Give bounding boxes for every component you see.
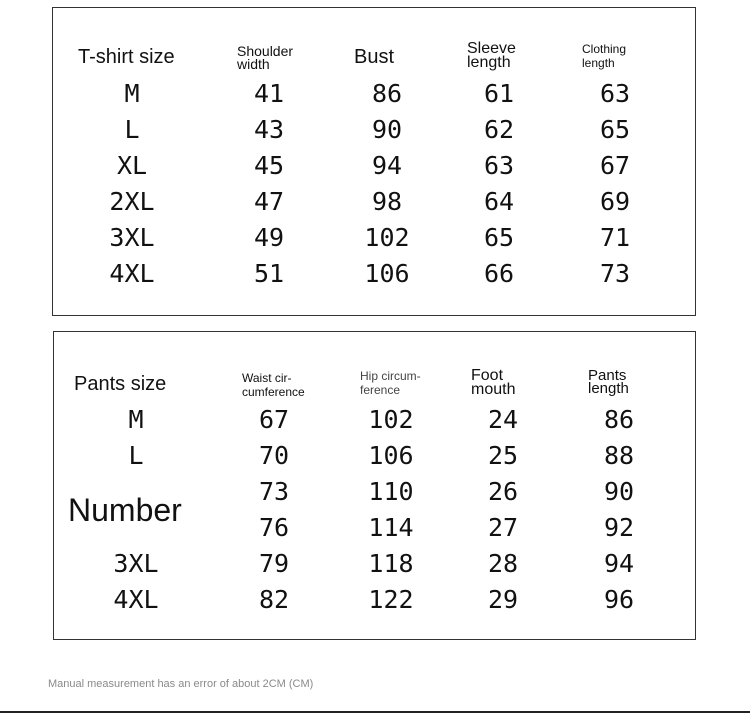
tshirt-size-cell: M xyxy=(124,79,140,108)
pants-foot-cell: 29 xyxy=(487,585,519,614)
tshirt-bust-cell: 98 xyxy=(371,187,403,216)
pants-foot-cell: 25 xyxy=(487,441,519,470)
sleeve-length-header xyxy=(467,42,516,70)
pants-hip-cell: 110 xyxy=(368,477,414,506)
pants-row xyxy=(54,438,695,474)
pants-hip-cell: 106 xyxy=(368,441,414,470)
tshirt-length-cell: 63 xyxy=(599,79,631,108)
tshirt-bust-cell: 86 xyxy=(371,79,403,108)
tshirt-row xyxy=(53,112,695,148)
tshirt-sleeve-cell: 63 xyxy=(483,151,515,180)
measurement-footnote: Manual measurement has an error of about 2CM (CM) xyxy=(48,678,314,690)
tshirt-row xyxy=(53,220,695,256)
pants-waist-cell: 70 xyxy=(258,441,290,470)
pants-size-cell: L xyxy=(128,441,144,470)
pants-foot-cell: 26 xyxy=(487,477,519,506)
tshirt-row xyxy=(53,184,695,220)
tshirt-size-cell: 4XL xyxy=(109,259,155,288)
tshirt-size-cell: XL xyxy=(116,151,148,180)
tshirt-length-cell: 65 xyxy=(599,115,631,144)
waist-header-line1: Waist cir- xyxy=(242,371,292,385)
tshirt-shoulder-cell: 49 xyxy=(253,223,285,252)
shoulder-width-header xyxy=(237,45,293,71)
tshirt-sleeve-cell: 62 xyxy=(483,115,515,144)
pants-foot-cell: 24 xyxy=(487,405,519,434)
clothing-header-line1: Clothing xyxy=(582,42,627,56)
pants-header-line2: length xyxy=(588,380,629,397)
tshirt-shoulder-cell: 51 xyxy=(253,259,285,288)
tshirt-length-cell: 69 xyxy=(599,187,631,216)
hip-header xyxy=(360,369,421,397)
sleeve-header-line2: length xyxy=(467,54,511,71)
tshirt-bust-cell: 106 xyxy=(364,259,410,288)
tshirt-sleeve-cell: 66 xyxy=(483,259,515,288)
number-overlay-label: Number xyxy=(64,490,186,531)
tshirt-shoulder-cell: 41 xyxy=(253,79,285,108)
tshirt-size-table xyxy=(52,7,696,316)
pants-length-cell: 94 xyxy=(603,549,635,578)
pants-hip-cell: 122 xyxy=(368,585,414,614)
hip-header-line2: ference xyxy=(360,383,401,397)
pants-size-cell: 3XL xyxy=(113,549,159,578)
pants-foot-cell: 27 xyxy=(487,513,519,542)
pants-row xyxy=(54,402,695,438)
shoulder-header-line1: Shoulder xyxy=(237,43,294,59)
tshirt-bust-cell: 102 xyxy=(364,223,410,252)
tshirt-sleeve-cell: 65 xyxy=(483,223,515,252)
pants-header-line1: Pants xyxy=(588,367,627,384)
tshirt-size-cell: 2XL xyxy=(109,187,155,216)
pants-size-header: Pants size xyxy=(74,373,167,395)
pants-foot-cell: 28 xyxy=(487,549,519,578)
tshirt-row xyxy=(53,76,695,112)
tshirt-bust-cell: 94 xyxy=(371,151,403,180)
tshirt-row xyxy=(53,256,695,292)
tshirt-bust-cell: 90 xyxy=(371,115,403,144)
foot-header-line2: mouth xyxy=(471,381,516,398)
waist-header xyxy=(242,371,305,399)
pants-size-cell: 4XL xyxy=(113,585,159,614)
waist-header-line2: cumference xyxy=(242,385,305,399)
pants-length-cell: 86 xyxy=(603,405,635,434)
pants-hip-cell: 118 xyxy=(368,549,414,578)
tshirt-shoulder-cell: 45 xyxy=(253,151,285,180)
tshirt-sleeve-cell: 61 xyxy=(483,79,515,108)
pants-length-cell: 96 xyxy=(603,585,635,614)
pants-length-cell: 92 xyxy=(603,513,635,542)
tshirt-row xyxy=(53,148,695,184)
tshirt-shoulder-cell: 47 xyxy=(253,187,285,216)
shoulder-header-line2: width xyxy=(237,56,270,72)
tshirt-shoulder-cell: 43 xyxy=(253,115,285,144)
pants-hip-cell: 114 xyxy=(368,513,414,542)
pants-row xyxy=(54,546,695,582)
tshirt-size-cell: 3XL xyxy=(109,223,155,252)
hip-header-line1: Hip circum- xyxy=(360,369,421,383)
pants-waist-cell: 79 xyxy=(258,549,290,578)
tshirt-length-cell: 71 xyxy=(599,223,631,252)
tshirt-size-header: T-shirt size xyxy=(78,46,175,68)
tshirt-size-cell: L xyxy=(124,115,140,144)
pants-waist-cell: 73 xyxy=(258,477,290,506)
pants-waist-cell: 67 xyxy=(258,405,290,434)
pants-length-cell: 90 xyxy=(603,477,635,506)
pants-hip-cell: 102 xyxy=(368,405,414,434)
sleeve-header-line1: Sleeve xyxy=(467,40,516,57)
pants-waist-cell: 82 xyxy=(258,585,290,614)
tshirt-sleeve-cell: 64 xyxy=(483,187,515,216)
tshirt-length-cell: 73 xyxy=(599,259,631,288)
pants-row xyxy=(54,582,695,618)
clothing-length-header xyxy=(582,42,626,70)
tshirt-length-cell: 67 xyxy=(599,151,631,180)
clothing-header-line2: length xyxy=(582,56,615,70)
pants-waist-cell: 76 xyxy=(258,513,290,542)
pants-length-cell: 88 xyxy=(603,441,635,470)
foot-mouth-header xyxy=(471,369,515,397)
bust-header: Bust xyxy=(354,46,395,68)
pants-size-table xyxy=(53,331,696,640)
pants-size-cell: M xyxy=(128,405,144,434)
pants-length-header xyxy=(588,369,629,395)
bottom-divider xyxy=(0,711,750,713)
foot-header-line1: Foot xyxy=(471,367,504,384)
